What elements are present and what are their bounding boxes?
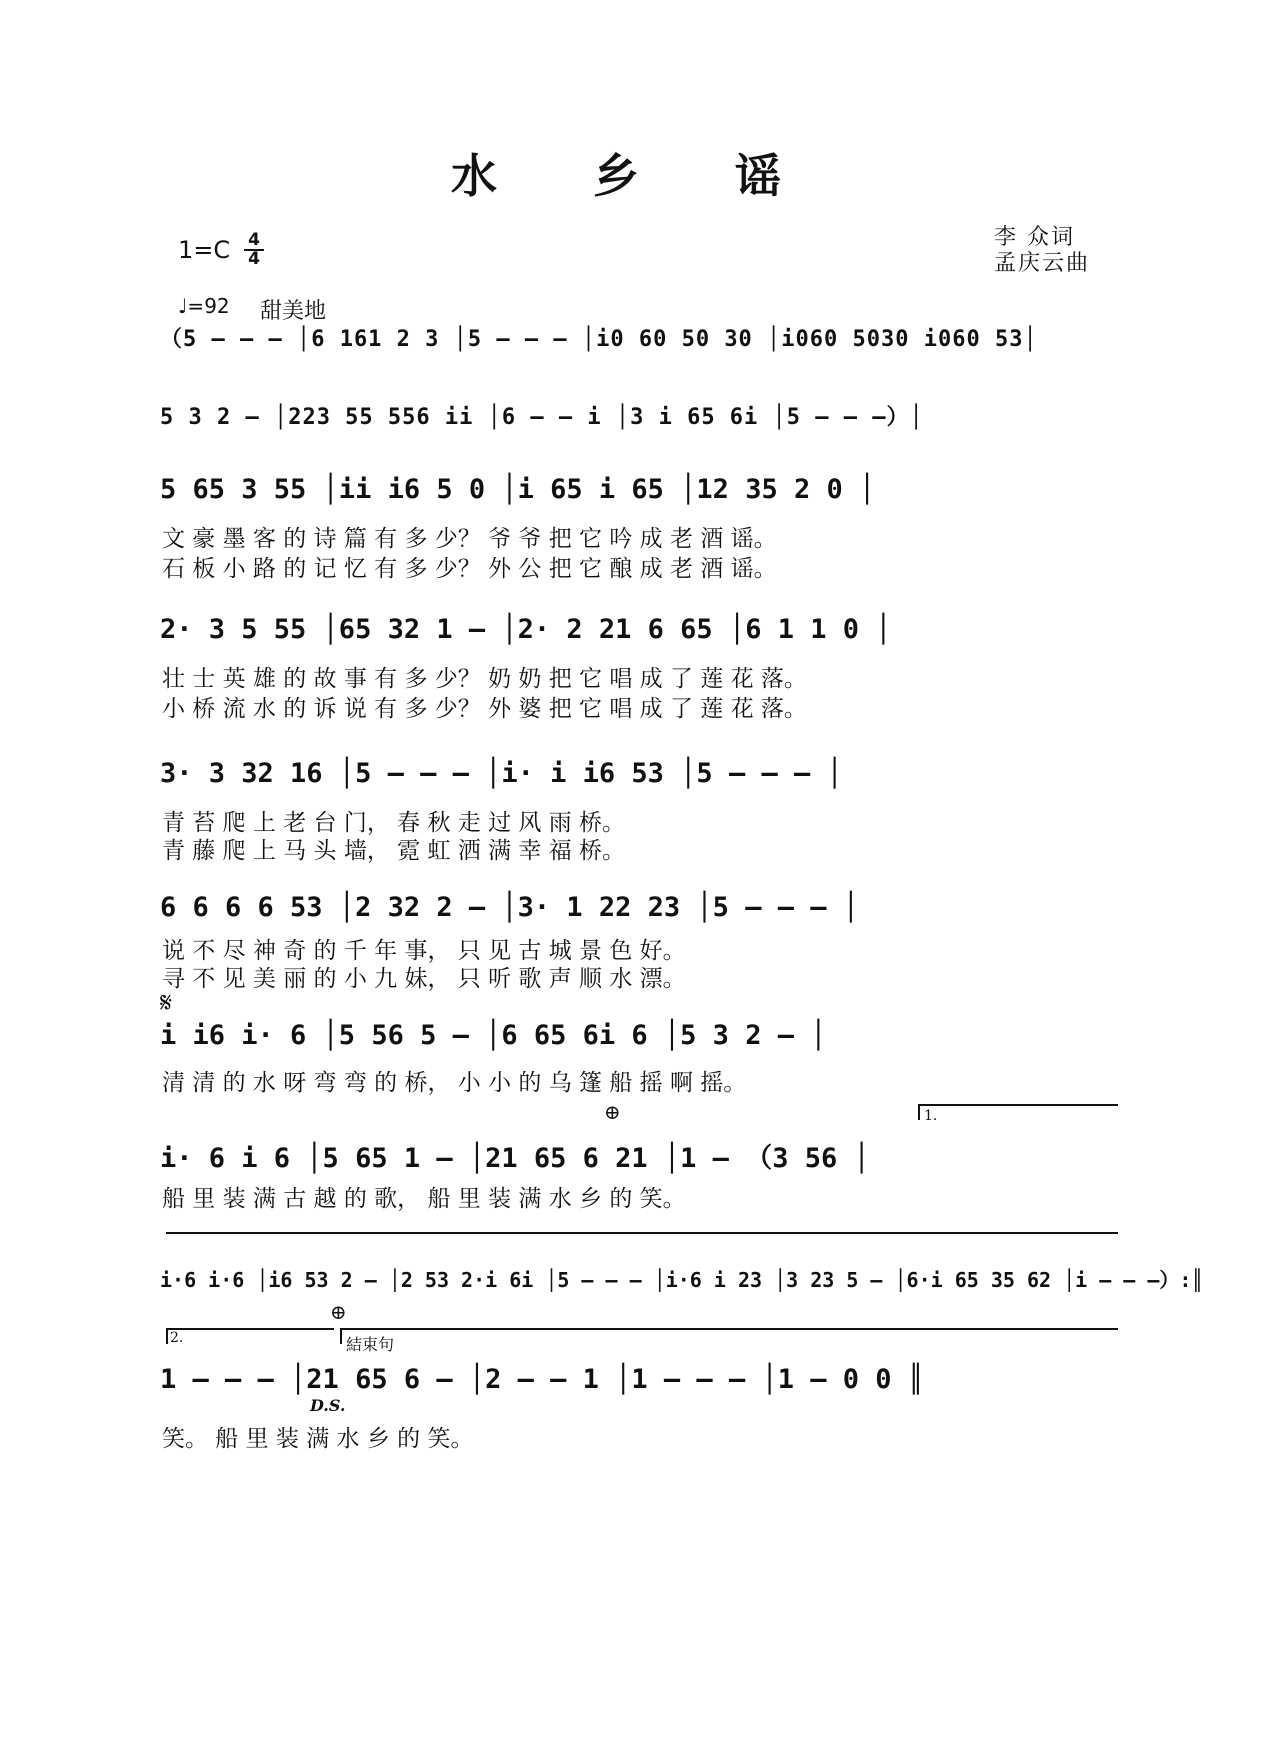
section-rule [166,1232,1118,1234]
lyricist-credit: 李 众词 [994,225,1075,250]
volta-1-bracket-edge [918,1104,920,1120]
notation-line-8: i· 6 i 6 │5 65 1 – │21 65 6 21 │1 – （3 56 │ [160,1143,870,1174]
key-signature: 1=C [178,236,231,264]
lyrics-line-1b: 石 板 小 路 的 记 忆 有 多 少？ 外 公 把 它 酿 成 老 酒 谣。 [162,556,777,582]
notation-line-9: i·6 i·6 │i6 53 2 – │2 53 2·i 6i │5 – – – │i·6 i 23 │3 23 5 – │6·i 65 35 62 │i – – –）:║ [160,1268,1204,1292]
lyrics-line-7: 笑。 船 里 装 满 水 乡 的 笑。 [162,1426,474,1452]
notation-line-1: （5 – – – │6 161 2 3 │5 – – – │i0 60 50 30 │i060 5030 i060 53│ [160,327,1038,352]
coda-mark-2: ⊕ [330,1300,347,1324]
ending-label: 結束句 [346,1335,395,1354]
notation-line-5: 3· 3 32 16 │5 – – – │i· i i6 53 │5 – – – │ [160,758,843,789]
lyrics-line-3a: 青 苔 爬 上 老 台 门， 春 秋 走 过 风 雨 桥。 [162,810,626,836]
time-signature-top: 4 [248,230,260,250]
segno-mark: 𝄋 [160,986,173,1019]
ending-bracket-edge [340,1328,342,1344]
notation-line-4: 2· 3 5 55 │65 32 1 – │2· 2 21 6 65 │6 1 1 0 │ [160,614,892,645]
expression-marking: 甜美地 [260,299,327,324]
notation-line-6: 6 6 6 6 53 │2 32 2 – │3· 1 22 23 │5 – – – │ [160,892,859,923]
ending-bracket [340,1328,1118,1330]
volta-2-label: 2. [170,1330,184,1346]
volta-1-bracket [918,1104,1118,1106]
ds-mark: D.S. [310,1396,346,1415]
volta-1-label: 1. [924,1108,938,1124]
tempo-marking: ♩=92 [178,294,230,318]
coda-mark-1: ⊕ [604,1100,621,1124]
lyrics-line-2b: 小 桥 流 水 的 诉 说 有 多 少？ 外 婆 把 它 唱 成 了 莲 花 落。 [162,696,807,722]
volta-2-bracket [166,1328,334,1330]
notation-line-7: i i6 i· 6 │5 56 5 – │6 65 6i 6 │5 3 2 – │ [160,1020,827,1051]
notation-line-3: 5 65 3 55 │ii i6 5 0 │i 65 i 65 │12 35 2 0 │ [160,474,876,505]
lyrics-line-4a: 说 不 尽 神 奇 的 千 年 事， 只 见 古 城 景 色 好。 [162,938,686,964]
notation-line-2: 5 3 2 – │223 55 556 ii │6 – – i │3 i 65 6i │5 – – –）│ [160,405,924,430]
song-title: 水 乡 谣 [450,149,822,203]
time-signature-bottom: 4 [244,249,264,268]
volta-2-bracket-edge [166,1328,168,1344]
lyrics-line-1a: 文 豪 墨 客 的 诗 篇 有 多 少？ 爷 爷 把 它 吟 成 老 酒 谣。 [162,526,777,552]
lyrics-line-6: 船 里 装 满 古 越 的 歌， 船 里 装 满 水 乡 的 笑。 [162,1186,686,1212]
time-signature [244,232,264,268]
lyrics-line-2a: 壮 士 英 雄 的 故 事 有 多 少？ 奶 奶 把 它 唱 成 了 莲 花 落。 [162,666,807,692]
composer-credit: 孟庆云曲 [994,251,1091,276]
lyrics-line-4b: 寻 不 见 美 丽 的 小 九 妹， 只 听 歌 声 顺 水 漂。 [162,966,686,992]
lyrics-line-5: 清 清 的 水 呀 弯 弯 的 桥， 小 小 的 乌 篷 船 摇 啊 摇。 [162,1070,747,1096]
notation-line-10: 1 – – – │21 65 6 – │2 – – 1 │1 – – – │1 – 0 0 ║ [160,1364,925,1395]
lyrics-line-3b: 青 藤 爬 上 马 头 墙， 霓 虹 洒 满 幸 福 桥。 [162,838,626,864]
